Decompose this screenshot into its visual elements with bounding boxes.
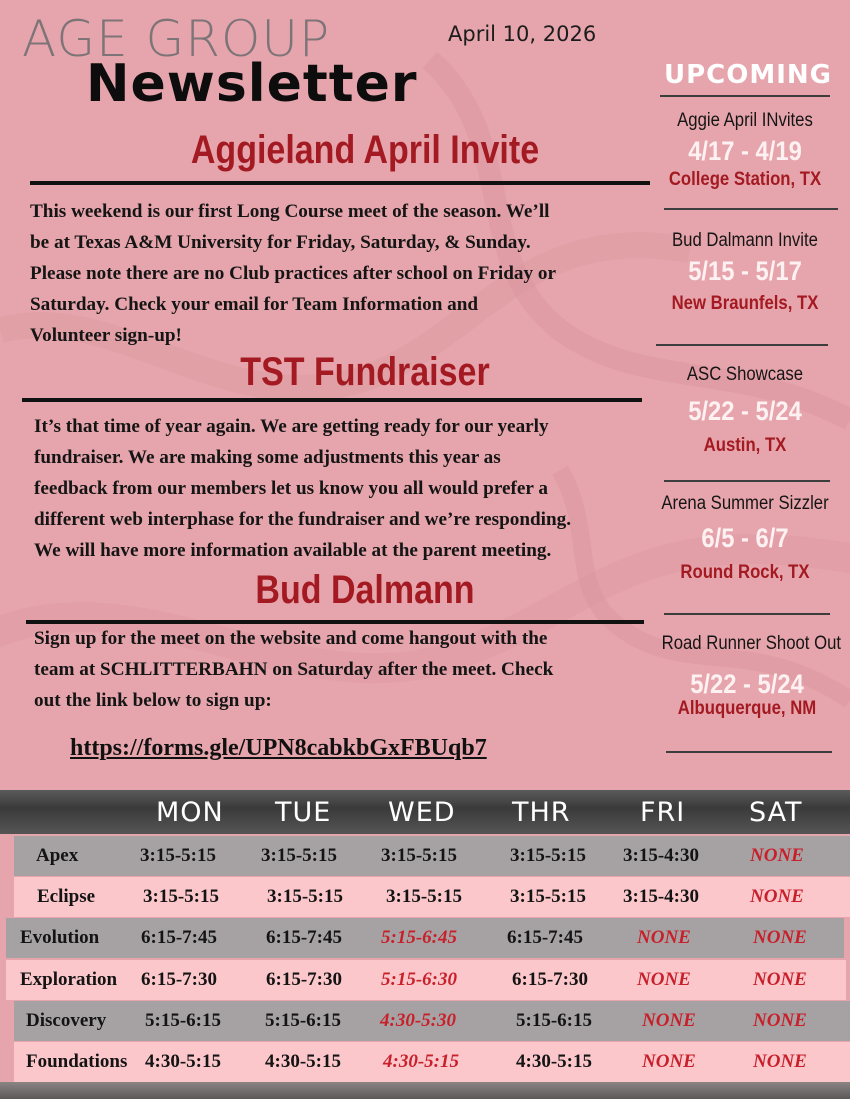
group-name: Apex — [36, 845, 79, 866]
event-divider — [666, 751, 832, 753]
bottom-bar — [0, 1082, 850, 1099]
day-header-tue: TUE — [275, 797, 332, 828]
group-name: Exploration — [20, 969, 118, 990]
time-cell: 4:30-5:30 — [380, 1010, 456, 1031]
time-cell: 3:15-5:15 — [267, 886, 343, 907]
time-cell: 6:15-7:30 — [512, 969, 588, 990]
body-line: This weekend is our first Long Course meet of the season. We’ll — [30, 201, 550, 222]
event-dates: 5/22 - 5/24 — [690, 669, 804, 699]
day-header-mon: MON — [156, 797, 224, 828]
time-cell: 6:15-7:45 — [141, 927, 217, 948]
section-title-aggieland: Aggieland April Invite — [190, 128, 540, 172]
event-name: ASC Showcase — [686, 364, 804, 385]
event-name: Road Runner Shoot Out — [661, 633, 842, 654]
time-cell: NONE — [750, 845, 804, 866]
event-divider — [664, 613, 830, 615]
day-header-sat: SAT — [749, 797, 803, 828]
body-line: We will have more information available at the parent meeting. — [34, 540, 552, 561]
body-line: Saturday. Check your email for Team Information and — [30, 294, 479, 315]
body-line: team at SCHLITTERBAHN on Saturday after the meet. Check — [34, 659, 554, 680]
body-line: feedback from our members let us know you all would prefer a — [34, 478, 548, 499]
event-location: New Braunfels, TX — [671, 293, 819, 314]
time-cell: NONE — [753, 1051, 807, 1072]
time-cell: 5:15-6:15 — [145, 1010, 221, 1031]
time-cell: 3:15-5:15 — [143, 886, 219, 907]
time-cell: 6:15-7:45 — [266, 927, 342, 948]
body-line: out the link below to sign up: — [34, 690, 272, 711]
table-row — [14, 836, 850, 876]
event-location: Albuquerque, NM — [677, 698, 817, 719]
event-item — [650, 364, 840, 457]
body-line: fundraiser. We are making some adjustments this year as — [34, 447, 501, 468]
time-cell: 4:30-5:15 — [383, 1051, 459, 1072]
section-title-bud-dalmann: Bud Dalmann — [255, 568, 475, 612]
time-cell: 5:15-6:15 — [265, 1010, 341, 1031]
table-row — [14, 1042, 850, 1082]
table-row — [14, 1001, 850, 1041]
time-cell: 3:15-5:15 — [510, 845, 586, 866]
time-cell: 6:15-7:30 — [141, 969, 217, 990]
time-cell: NONE — [642, 1051, 696, 1072]
time-cell: NONE — [642, 1010, 696, 1031]
day-header-thr: THR — [512, 797, 571, 828]
group-name: Evolution — [20, 927, 100, 948]
time-cell: 4:30-5:15 — [265, 1051, 341, 1072]
newsletter-date: April 10, 2026 — [448, 22, 597, 46]
body-line: Please note there are no Club practices after school on Friday or — [30, 263, 556, 284]
time-cell: NONE — [753, 927, 807, 948]
time-cell: 5:15-6:45 — [381, 927, 457, 948]
event-dates: 5/22 - 5/24 — [688, 396, 802, 426]
upcoming-heading: UPCOMING — [664, 60, 832, 90]
event-divider — [664, 208, 838, 210]
time-cell: NONE — [753, 969, 807, 990]
day-header-wed: WED — [388, 797, 456, 828]
event-location: College Station, TX — [668, 169, 822, 190]
time-cell: 6:15-7:30 — [266, 969, 342, 990]
section-divider — [22, 398, 642, 402]
event-dates: 6/5 - 6/7 — [701, 523, 789, 553]
event-divider — [656, 344, 828, 346]
section-divider — [30, 181, 650, 185]
time-cell: 3:15-5:15 — [510, 886, 586, 907]
body-line: Volunteer sign-up! — [30, 325, 182, 346]
event-item — [650, 493, 840, 584]
time-cell: NONE — [753, 1010, 807, 1031]
event-location: Round Rock, TX — [680, 562, 810, 583]
time-cell: NONE — [637, 969, 691, 990]
time-cell: 3:15-5:15 — [381, 845, 457, 866]
table-row — [6, 960, 846, 1000]
day-header-fri: FRI — [640, 797, 686, 828]
time-cell: NONE — [637, 927, 691, 948]
event-dates: 5/15 - 5/17 — [688, 256, 802, 286]
time-cell: 6:15-7:45 — [507, 927, 583, 948]
body-line: It’s that time of year again. We are getting ready for our yearly — [34, 416, 549, 437]
group-name: Eclipse — [37, 886, 96, 907]
time-cell: 3:15-4:30 — [623, 845, 699, 866]
time-cell: 3:15-5:15 — [261, 845, 337, 866]
table-row — [14, 877, 850, 917]
time-cell: 4:30-5:15 — [516, 1051, 592, 1072]
body-line: different web interphase for the fundraiser and we’re responding. — [34, 509, 572, 530]
signup-link[interactable]: https://forms.gle/UPN8cabkbGxFBUqb7 — [70, 735, 487, 761]
event-divider — [664, 480, 830, 482]
event-name: Arena Summer Sizzler — [661, 493, 829, 514]
event-item — [650, 230, 840, 315]
section-body-fundraiser — [34, 411, 644, 566]
table-row — [6, 918, 844, 958]
upcoming-divider — [660, 95, 830, 97]
body-line: Sign up for the meet on the website and come hangout with the — [34, 628, 548, 649]
section-body-bud-dalmann — [34, 623, 646, 716]
event-location: Austin, TX — [703, 435, 787, 456]
time-cell: NONE — [750, 886, 804, 907]
newsletter-heading: Newsletter — [86, 54, 418, 114]
event-item — [650, 633, 844, 720]
event-item — [650, 110, 840, 191]
time-cell: 3:15-5:15 — [140, 845, 216, 866]
body-line: be at Texas A&M University for Friday, Saturday, & Sunday. — [30, 232, 531, 253]
time-cell: 4:30-5:15 — [145, 1051, 221, 1072]
age-group-heading: AGE GROUP — [22, 10, 331, 68]
section-body-aggieland — [30, 196, 640, 351]
section-title-fundraiser: TST Fundraiser — [240, 350, 490, 394]
time-cell: 3:15-4:30 — [623, 886, 699, 907]
group-name: Discovery — [26, 1010, 107, 1031]
time-cell: 5:15-6:30 — [381, 969, 457, 990]
event-dates: 4/17 - 4/19 — [688, 136, 802, 166]
event-name: Bud Dalmann Invite — [672, 230, 818, 251]
time-cell: 3:15-5:15 — [386, 886, 462, 907]
group-name: Foundations — [26, 1051, 128, 1072]
time-cell: 5:15-6:15 — [516, 1010, 592, 1031]
event-name: Aggie April INvites — [677, 110, 813, 131]
